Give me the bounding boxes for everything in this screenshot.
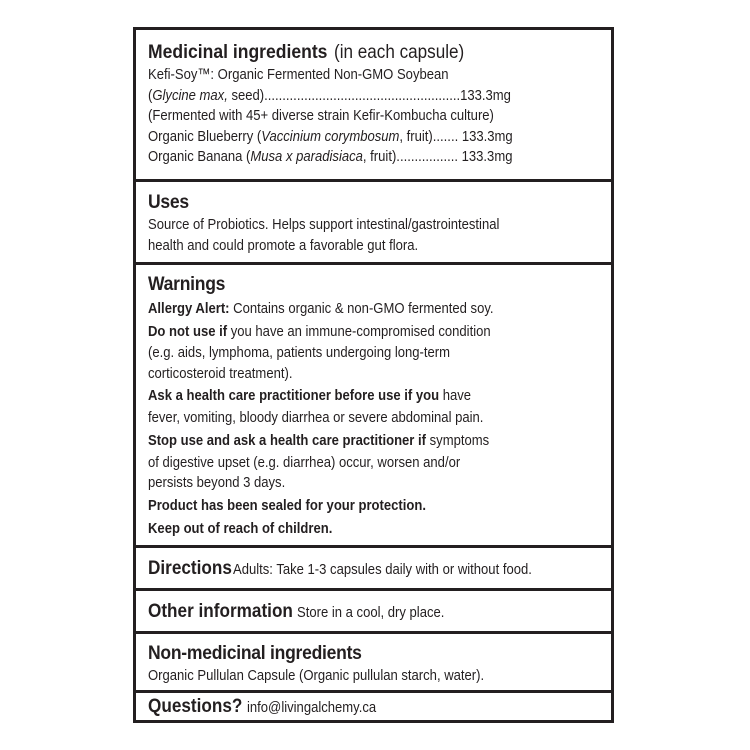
non-medicinal-ingredients-section xyxy=(136,634,611,693)
directions-heading: Directions xyxy=(148,557,232,579)
ingredient-latin-name: Glycine max, xyxy=(152,86,228,104)
warning-bold: Stop use and ask a health care practitioner if xyxy=(148,431,427,449)
ingredient-line-blueberry xyxy=(148,127,539,148)
other-information-heading: Other information xyxy=(148,600,293,622)
contact-email-link[interactable]: info@livingalchemy.ca xyxy=(247,699,377,716)
medicinal-heading: Medicinal ingredients xyxy=(148,41,328,63)
product-label-panel xyxy=(133,27,614,723)
warning-text: persists beyond 3 days. xyxy=(148,474,286,491)
ingredient-text: Organic Blueberry ( xyxy=(148,127,262,145)
warning-text: you have an immune-compromised condition xyxy=(227,323,491,340)
warning-line xyxy=(148,297,539,320)
dot-leader: ................. xyxy=(396,148,459,165)
warning-bold: Ask a health care practitioner before use if you xyxy=(148,387,440,404)
warnings-heading: Warnings xyxy=(148,273,226,295)
ingredient-text: seed) xyxy=(227,86,265,104)
uses-text-line: health and could promote a favorable gut flora. xyxy=(148,236,419,254)
warning-line xyxy=(148,320,539,343)
ingredient-amount: 133.3mg xyxy=(458,127,513,145)
directions-text: Adults: Take 1-3 capsules daily with or without food. xyxy=(233,561,533,578)
questions-heading: Questions? xyxy=(148,695,243,717)
ingredient-text: , fruit) xyxy=(399,127,433,145)
questions-section xyxy=(136,693,611,720)
uses-text-line: Source of Probiotics. Helps support intestinal/gastrointestinal xyxy=(148,216,500,233)
ingredient-line-fermented-note: (Fermented with 45+ diverse strain Kefir-Kombucha culture) xyxy=(148,107,494,124)
warning-text: of digestive upset (e.g. diarrhea) occur, worsen and/or xyxy=(148,453,461,471)
warning-line xyxy=(148,494,539,517)
directions-section xyxy=(136,548,611,591)
uses-section xyxy=(136,182,611,265)
warning-bold: Keep out of reach of children. xyxy=(148,519,333,537)
warning-bold: Product has been sealed for your protection. xyxy=(148,496,426,514)
ingredient-line-glycine xyxy=(148,86,602,107)
ingredient-line-banana xyxy=(148,147,539,168)
warning-text: Contains organic & non-GMO fermented soy. xyxy=(229,300,494,317)
uses-heading: Uses xyxy=(148,191,189,213)
dot-leader: ....... xyxy=(432,127,459,145)
ingredient-text: Organic Banana ( xyxy=(148,148,251,165)
ingredient-text: ( xyxy=(148,86,153,104)
non-medicinal-text: Organic Pullulan Capsule (Organic pullulan starch, water). xyxy=(148,667,485,684)
ingredient-latin-name: Vaccinium corymbosum xyxy=(261,127,400,145)
warning-line xyxy=(148,343,539,364)
warning-line xyxy=(148,429,539,453)
warning-line xyxy=(148,364,539,385)
ingredient-amount: 133.3mg xyxy=(458,148,513,165)
warning-bold: Do not use if xyxy=(148,323,228,340)
ingredient-amount: 133.3mg xyxy=(460,86,511,104)
non-medicinal-heading: Non-medicinal ingredients xyxy=(148,642,362,664)
warning-line xyxy=(148,384,539,408)
warning-text: symptoms xyxy=(426,431,490,449)
ingredient-line-kefi-soy: Kefi-Soy™: Organic Fermented Non-GMO Soybean xyxy=(148,66,449,83)
ingredient-latin-name: Musa x paradisiaca xyxy=(250,148,363,165)
warning-text: corticosteroid treatment). xyxy=(148,364,293,382)
warning-bold: Allergy Alert: xyxy=(148,300,230,317)
warning-text: have xyxy=(439,387,472,404)
warning-line xyxy=(148,473,539,494)
warning-line xyxy=(148,517,539,540)
warning-text: (e.g. aids, lymphoma, patients undergoing long-term xyxy=(148,344,451,361)
dot-leader: ...................................................... xyxy=(264,86,461,104)
ingredient-text: , fruit) xyxy=(362,148,397,165)
other-information-text: Store in a cool, dry place. xyxy=(296,604,445,621)
medicinal-ingredients-section xyxy=(136,30,611,182)
warnings-section xyxy=(136,265,611,548)
medicinal-heading-suffix: (in each capsule) xyxy=(333,42,465,63)
warning-line xyxy=(148,453,539,474)
warning-text: fever, vomiting, bloody diarrhea or severe abdominal pain. xyxy=(148,409,484,426)
warning-line xyxy=(148,408,539,429)
other-information-section xyxy=(136,591,611,634)
